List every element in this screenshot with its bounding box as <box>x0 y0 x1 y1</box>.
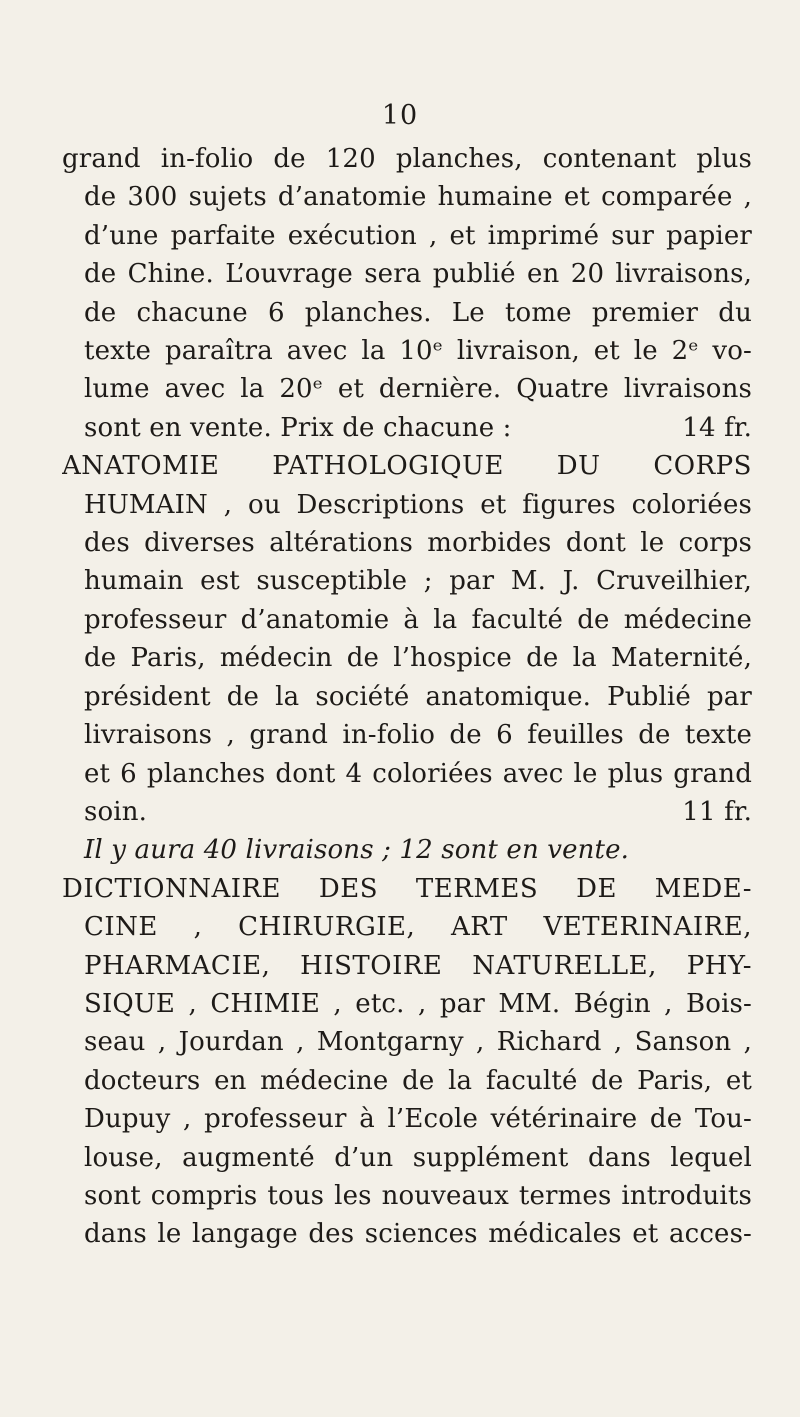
text-line: professeur d’anatomie à la faculté de médecine <box>84 604 752 635</box>
text-line: grand in-folio de 120 planches, contenant plus <box>62 144 752 174</box>
text-line: d’une parfaite exécution , et imprimé sur papier <box>84 220 752 251</box>
text-line: président de la société anatomique. Publié par <box>84 681 752 712</box>
price-line <box>62 409 752 447</box>
entry-title: DICTIONNAIRE DES TERMES DE MEDE- <box>62 873 752 904</box>
text-line: louse, augmenté d’un supplément dans lequel <box>84 1142 752 1173</box>
text-line: docteurs en médecine de la faculté de Paris, et <box>84 1065 752 1096</box>
text-line: de Chine. L’ouvrage sera publié en 20 livraisons, <box>84 259 752 290</box>
text-line: soin. <box>84 796 148 827</box>
edition-note: Il y aura 40 livraisons ; 12 sont en vente. <box>84 835 630 866</box>
entry-title: ANATOMIE PATHOLOGIQUE DU CORPS <box>62 451 752 482</box>
text-line: humain est susceptible ; par M. J. Cruveilhier, <box>84 566 752 597</box>
price: 11 fr. <box>682 796 752 827</box>
text-line: CINE , CHIRURGIE, ART VETERINAIRE, <box>84 912 752 943</box>
entry-anatomie-pathologique <box>62 447 752 869</box>
text-line: livraisons , grand in-folio de 6 feuilles de texte <box>84 720 752 751</box>
text-line: dans le langage des sciences médicales et acces- <box>84 1219 752 1250</box>
price-line <box>62 793 752 831</box>
text-line: seau , Jourdan , Montgarny , Richard , Sanson , <box>84 1027 752 1058</box>
text-line: des diverses altérations morbides dont le corps <box>84 528 752 559</box>
entry-anatomy-plates <box>62 140 752 447</box>
page-body <box>62 140 752 1254</box>
text-line: sont compris tous les nouveaux termes introduits <box>84 1180 752 1211</box>
text-line: texte paraîtra avec la 10ᵉ livraison, et le 2ᵉ vo- <box>84 336 752 367</box>
text-line: HUMAIN , ou Descriptions et figures coloriées <box>84 489 752 520</box>
text-line: de chacune 6 planches. Le tome premier du <box>84 297 752 328</box>
text-line: Dupuy , professeur à l’Ecole vétérinaire de Tou- <box>84 1104 752 1135</box>
page-number: 10 <box>381 100 419 131</box>
price: 14 fr. <box>682 412 752 443</box>
entry-dictionnaire <box>62 870 752 1254</box>
text-line: sont en vente. Prix de chacune : <box>84 412 512 443</box>
text-line: de Paris, médecin de l’hospice de la Maternité, <box>84 643 752 674</box>
text-line: et 6 planches dont 4 coloriées avec le plus grand <box>84 758 752 789</box>
text-line: SIQUE , CHIMIE , etc. , par MM. Bégin , Bois- <box>84 988 752 1019</box>
text-line: PHARMACIE, HISTOIRE NATURELLE, PHY- <box>84 950 752 981</box>
text-line: lume avec la 20ᵉ et dernière. Quatre livraisons <box>84 374 752 405</box>
text-line: de 300 sujets d’anatomie humaine et comparée , <box>84 182 752 213</box>
